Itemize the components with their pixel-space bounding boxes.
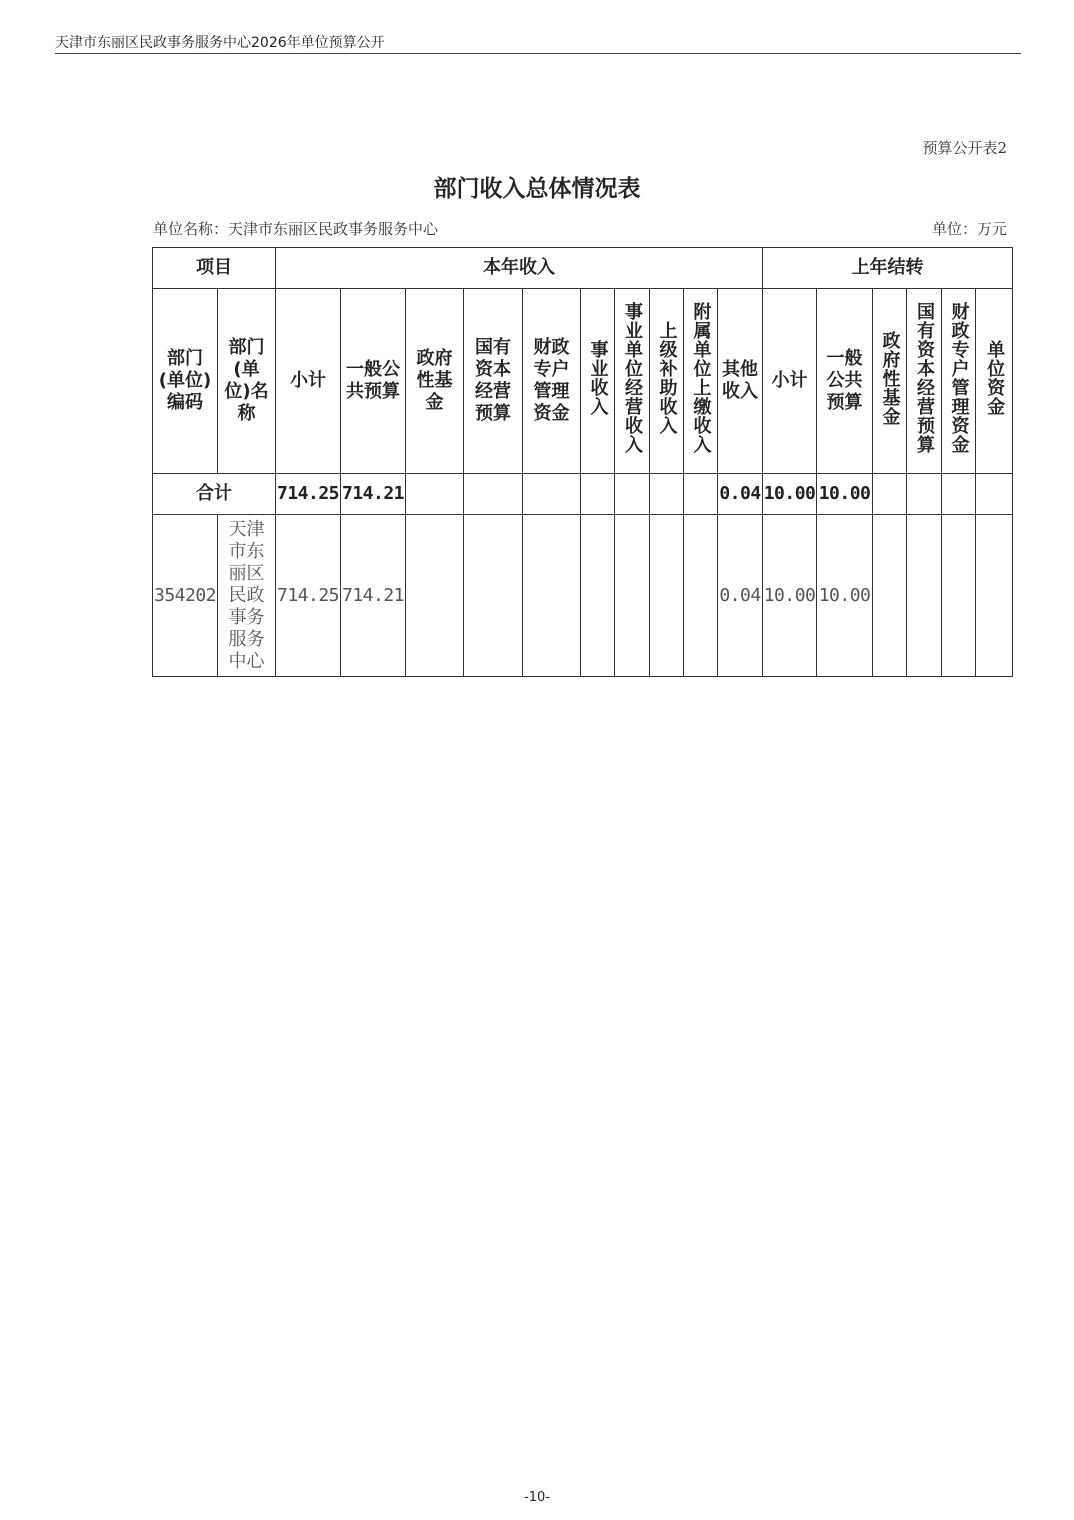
row-gov-fund — [406, 515, 464, 677]
col-cy-subtotal: 小计 — [763, 289, 817, 474]
row-cy-general-budget: 10.00 — [817, 515, 873, 677]
total-other-income: 0.04 — [718, 474, 763, 515]
col-code: 部门(单位)编码 — [153, 289, 218, 474]
row-cy-gov-fund — [873, 515, 907, 677]
total-cy-special-fund — [942, 474, 976, 515]
col-subtotal: 小计 — [276, 289, 341, 474]
total-general-budget: 714.21 — [341, 474, 406, 515]
unit-label: 单位：万元 — [931, 220, 1007, 238]
row-code: 354202 — [153, 515, 218, 677]
row-business-income — [581, 515, 615, 677]
running-header: 天津市东丽区民政事务服务中心2026年单位预算公开 — [55, 35, 385, 51]
total-affiliated-payment — [684, 474, 718, 515]
col-cy-special-fund: 财政专户管理资金 — [942, 289, 976, 474]
group-project: 项目 — [153, 248, 276, 289]
col-affiliated-payment: 附属单位上缴收入 — [684, 289, 718, 474]
row-name: 天津市东丽区民政事务服务中心 — [218, 515, 276, 677]
total-cy-unit-fund — [976, 474, 1013, 515]
table-number: 预算公开表2 — [922, 139, 1007, 157]
page-number: -10- — [524, 1490, 550, 1505]
total-subtotal: 714.25 — [276, 474, 341, 515]
row-affiliated-payment — [684, 515, 718, 677]
col-general-budget: 一般公共预算 — [341, 289, 406, 474]
total-superior-subsidy — [650, 474, 684, 515]
row-other-income: 0.04 — [718, 515, 763, 677]
row-special-fund — [523, 515, 581, 677]
total-cy-state-capital — [907, 474, 942, 515]
col-state-capital: 国有资本经营预算 — [464, 289, 523, 474]
col-business-income: 事业收入 — [581, 289, 615, 474]
row-cy-subtotal: 10.00 — [763, 515, 817, 677]
col-cy-unit-fund: 单位资金 — [976, 289, 1013, 474]
total-gov-fund — [406, 474, 464, 515]
table-row — [153, 515, 1013, 677]
total-cy-subtotal: 10.00 — [763, 474, 817, 515]
total-cy-gov-fund — [873, 474, 907, 515]
page-title: 部门收入总体情况表 — [433, 176, 641, 202]
row-cy-special-fund — [942, 515, 976, 677]
total-label: 合计 — [153, 474, 276, 515]
row-cy-unit-fund — [976, 515, 1013, 677]
unit-name: 单位名称：天津市东丽区民政事务服务中心 — [153, 220, 439, 238]
col-other-income: 其他收入 — [718, 289, 763, 474]
total-business-income — [581, 474, 615, 515]
income-summary-table — [152, 247, 1013, 677]
row-cy-state-capital — [907, 515, 942, 677]
col-special-fund: 财政专户管理资金 — [523, 289, 581, 474]
group-carryover: 上年结转 — [763, 248, 1013, 289]
total-business-operating — [615, 474, 650, 515]
row-state-capital — [464, 515, 523, 677]
col-cy-general-budget: 一般公共预算 — [817, 289, 873, 474]
total-cy-general-budget: 10.00 — [817, 474, 873, 515]
total-state-capital — [464, 474, 523, 515]
row-superior-subsidy — [650, 515, 684, 677]
row-general-budget: 714.21 — [341, 515, 406, 677]
row-business-operating — [615, 515, 650, 677]
col-gov-fund: 政府性基金 — [406, 289, 464, 474]
col-name: 部门(单位)名称 — [218, 289, 276, 474]
col-business-operating: 事业单位经营收入 — [615, 289, 650, 474]
header-rule — [55, 53, 1021, 54]
col-cy-gov-fund: 政府性基金 — [873, 289, 907, 474]
row-subtotal: 714.25 — [276, 515, 341, 677]
total-row — [153, 474, 1013, 515]
col-superior-subsidy: 上级补助收入 — [650, 289, 684, 474]
total-special-fund — [523, 474, 581, 515]
group-current-income: 本年收入 — [276, 248, 763, 289]
col-cy-state-capital: 国有资本经营预算 — [907, 289, 942, 474]
